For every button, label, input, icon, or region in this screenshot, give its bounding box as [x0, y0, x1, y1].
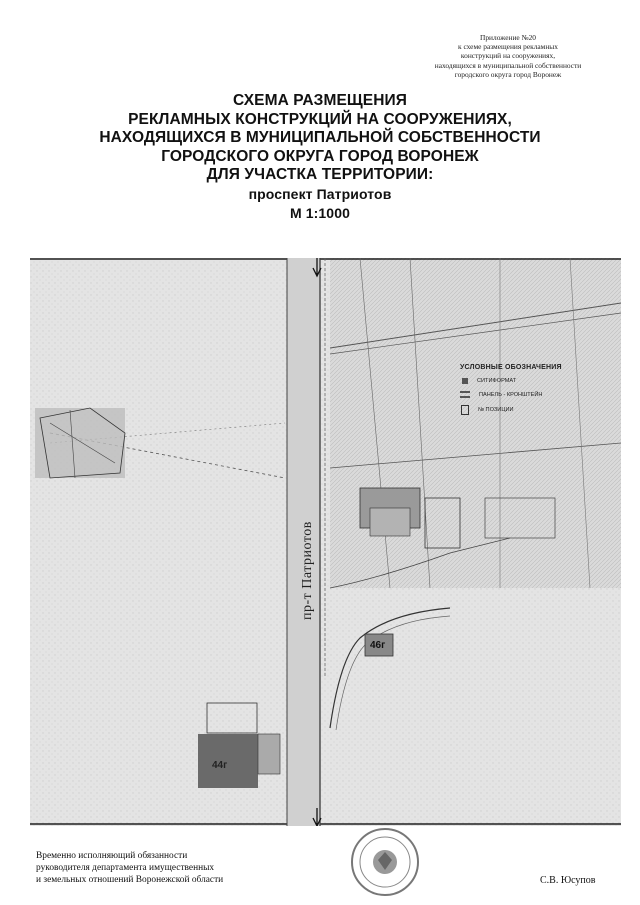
appendix-note — [392, 33, 624, 79]
appendix-line: находящихся в муниципальной собственности — [434, 60, 582, 70]
title-line: ГОРОДСКОГО ОКРУГА ГОРОД ВОРОНЕЖ — [161, 147, 479, 165]
signer-name: С.В. Юсупов — [540, 875, 596, 886]
legend-item — [460, 391, 602, 398]
double-marker-icon — [460, 391, 470, 398]
map-drawing — [30, 258, 621, 826]
title-line: СХЕМА РАЗМЕЩЕНИЯ — [232, 92, 408, 109]
map-legend — [460, 364, 602, 415]
building-44g — [198, 734, 258, 788]
signer-position: Временно исполняющий обязанности — [36, 851, 188, 861]
legend-label: ПАНЕЛЬ - КРОНШТЕЙН — [479, 391, 543, 398]
appendix-line: городского округа город Воронеж — [454, 69, 562, 79]
street-name: пр-т Патриотов — [300, 521, 315, 620]
legend-item — [460, 378, 602, 384]
appendix-line: к схеме размещения рекламных — [458, 42, 558, 52]
document-title — [20, 92, 620, 222]
position-box-icon — [461, 405, 469, 415]
seal-icon — [340, 820, 430, 900]
appendix-line: Приложение №20 — [480, 33, 536, 42]
building-label: 44г — [212, 760, 228, 771]
urban-block — [330, 258, 621, 588]
title-line: РЕКЛАМНЫХ КОНСТРУКЦИЙ НА СООРУЖЕНИЯХ, — [128, 110, 512, 128]
official-seal — [340, 820, 430, 905]
square-marker-icon — [462, 378, 468, 384]
building-label: 46г — [370, 640, 386, 651]
signer-position: и земельных отношений Воронежской области — [36, 874, 224, 885]
appendix-line: конструкций на сооружениях, — [460, 51, 556, 61]
title-location: проспект Патриотов — [248, 185, 392, 202]
legend-item — [460, 405, 602, 415]
title-line: ДЛЯ УЧАСТКА ТЕРРИТОРИИ: — [206, 166, 434, 184]
signature-block — [36, 851, 223, 886]
legend-title: УСЛОВНЫЕ ОБОЗНАЧЕНИЯ — [460, 364, 562, 371]
title-line: НАХОДЯЩИХСЯ В МУНИЦИПАЛЬНОЙ СОБСТВЕННОСТИ — [99, 129, 541, 147]
title-scale: М 1:1000 — [290, 204, 350, 221]
legend-label: СИТИФОРМАТ — [477, 378, 517, 384]
legend-label: № ПОЗИЦИИ — [478, 407, 514, 413]
site-map — [30, 258, 621, 826]
signer-position: руководителя департамента имущественных — [36, 862, 215, 873]
